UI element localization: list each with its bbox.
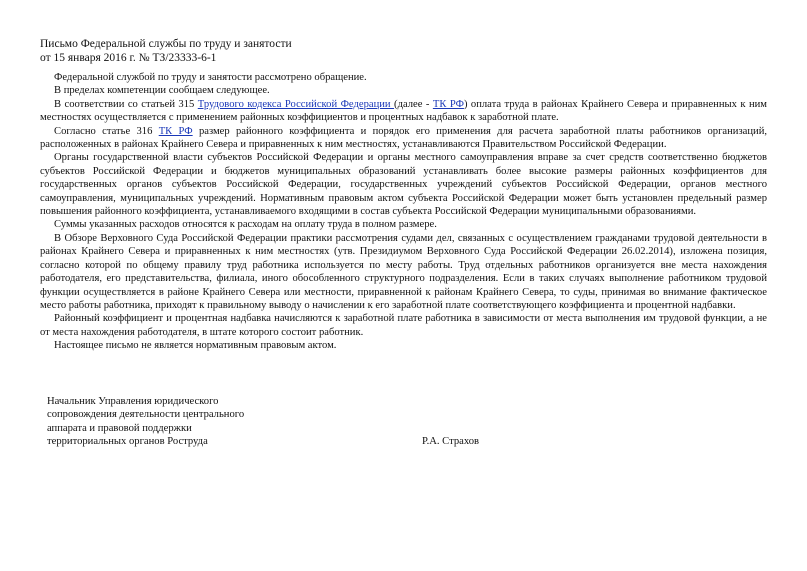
paragraph-4-text-a: Согласно статье 316 <box>54 125 159 137</box>
tk-rf-link[interactable]: ТК РФ <box>432 98 464 110</box>
paragraph-8: Районный коэффициент и процентная надбавка начисляются к заработной плате работника в зависимости от места выполнения им трудовой функции, а не от места нахождения работодателя, в штате которого состоит работник. <box>40 313 767 338</box>
title-line-2: от 15 января 2016 г. № ТЗ/23333-6-1 <box>40 52 217 64</box>
document-body <box>40 71 767 353</box>
paragraph-4 <box>40 125 767 152</box>
signature-block <box>47 395 767 449</box>
paragraph-3-text-c: ) оплата труда в районах Крайнего Севера и приравненных к ним местностях осуществляется с применением районных коэффициентов и процентных надбавок к заработной плате. <box>40 98 767 124</box>
paragraph-4-text-b: размер районного коэффициента и порядок его применения для расчета заработной платы работников организаций, расположенных в районах Крайнего Севера и приравненных к ним местностях, устанавливаются Правительством Российской Федерации. <box>40 125 768 151</box>
signature-position-line-2: сопровождения деятельности центрального <box>47 409 245 421</box>
paragraph-5: Органы государственной власти субъектов Российской Федерации и органы местного самоуправления вправе за счет средств соответственно бюджетов субъектов Российской Федерации и бюджетов муниципальных образований устанавливать более высокие размеры районных коэффициентов для государственных органов субъектов Российской Федерации, государственных учреждений субъектов Российской Федерации, органов местного самоуправления, муниципальных учреждений. Нормативным правовым актом субъекта Российской Федерации может быть установлен предельный размер повышения районного коэффициента, устанавливаемого входящими в состав субъекта Российской Федерации муниципальными образованиями. <box>40 152 767 218</box>
paragraph-3 <box>40 98 767 125</box>
signature-position-line-3: аппарата и правовой поддержки <box>47 422 192 434</box>
paragraph-9: Настоящее письмо не является нормативным правовым актом. <box>54 340 337 352</box>
signatory-name: Р.А. Страхов <box>422 436 480 447</box>
tk-rf-link-2[interactable]: ТК РФ <box>158 125 193 137</box>
paragraph-7: В Обзоре Верховного Суда Российской Федерации практики рассмотрения судами дел, связанных с осуществлением гражданами трудовой деятельности в районах Крайнего Севера и приравненных к ним местностях (утв. Президиумом Верховного Суда Российской Федерации 26.02.2014), изложена позиция, согласно которой по общему правилу труд работника используется по месту работы. Труд отдельных работников организуется вне места нахождения работодателя, его представительства, филиала, иного обособленного структурного подразделения. Если в таких случаях выполнение работником трудовой функции осуществляется в районе Крайнего Севера или местности, приравненной к районам Крайнего Севера, то суды, принимая во внимание фактическое место работы работника, приходят к правильному выводу о начислении к его заработной плате соответствующего коэффициента и процентной надбавки. <box>40 232 767 311</box>
document-title <box>40 37 440 65</box>
signature-position-line-1: Начальник Управления юридического <box>47 396 219 407</box>
paragraph-3-text-a: В соответствии со статьей 315 <box>54 98 198 110</box>
paragraph-6: Суммы указанных расходов относятся к расходам на оплату труда в полном размере. <box>54 219 437 231</box>
paragraph-2: В пределах компетенции сообщаем следующее. <box>54 85 270 97</box>
signature-position-line-4: территориальных органов Роструда <box>47 436 208 448</box>
paragraph-1: Федеральной службой по труду и занятости рассмотрено обращение. <box>54 72 367 83</box>
title-line-1: Письмо Федеральной службы по труду и занятости <box>40 38 292 50</box>
labor-code-link[interactable]: Трудового кодекса Российской Федерации <box>197 98 395 110</box>
paragraph-3-text-b: (далее - <box>394 98 433 110</box>
